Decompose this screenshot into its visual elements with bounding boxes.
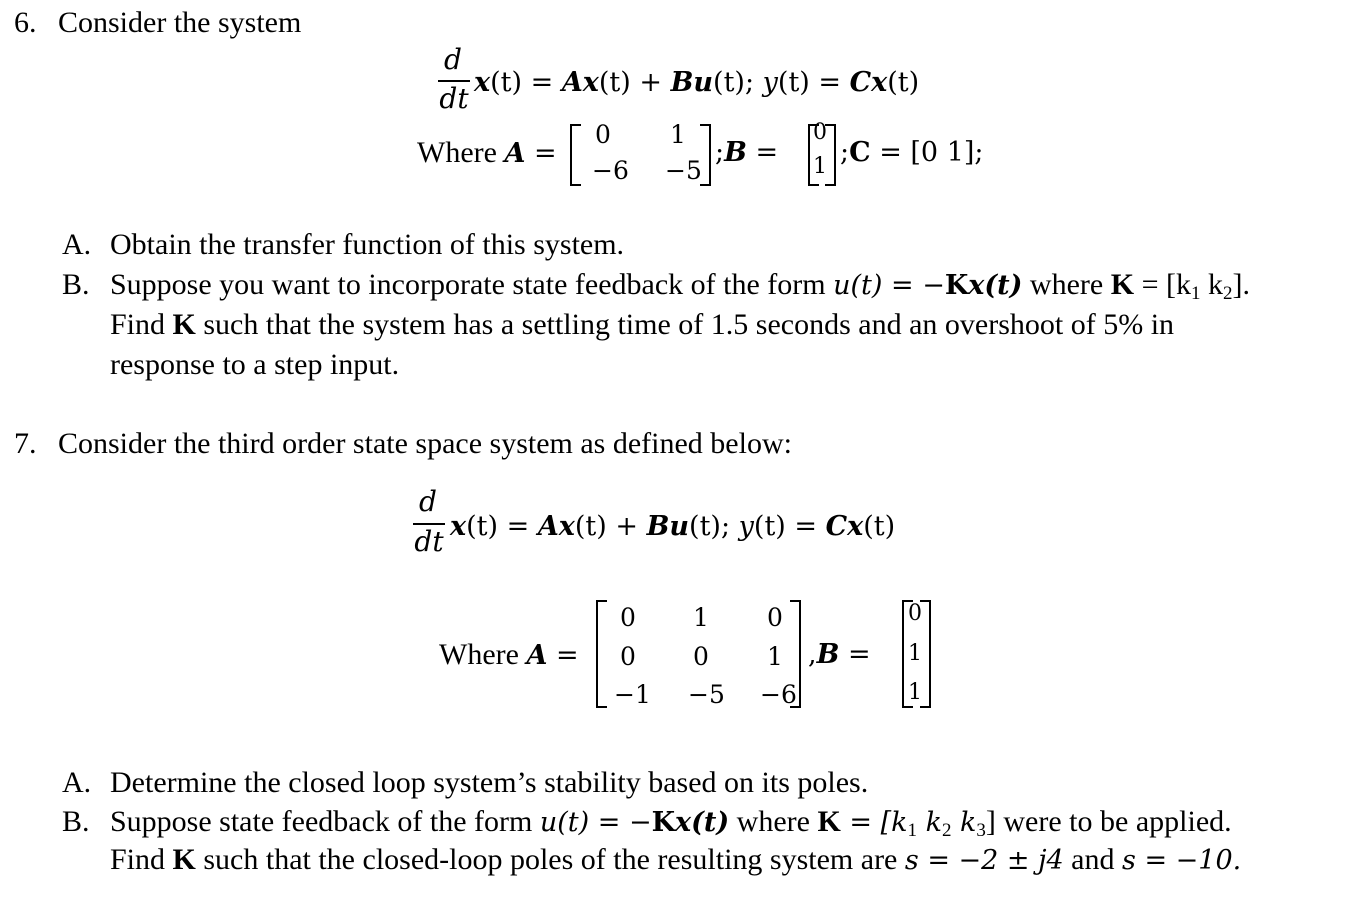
q6-A-cell: −6 [592,156,629,185]
q7-A-cell: 0 [620,642,636,671]
q6-A-cell: 1 [670,120,686,149]
q7-part-b-line2: Find K such that the closed-loop poles of the resulting system are s = −2 ± j4 and s = −10. [110,843,1242,876]
q6-intro: Consider the system [58,6,302,39]
q6-B-label: ;B = [715,137,779,168]
q7-state-equation: x(t) = Ax(t) + Bu(t); y(t) = Cx(t) [450,511,896,542]
q7-A-bracket-left [596,600,607,708]
q6-B-bracket-right [825,124,836,186]
q6-A-cell: 0 [595,120,611,149]
q6-deriv-num: d [444,43,462,76]
q6-where-label: Where A = [417,136,557,169]
q6-A-bracket-right [700,124,711,186]
q7-A-cell: 0 [620,603,636,632]
q7-intro: Consider the third order state space system as defined below: [58,427,792,460]
q6-eq-x: x [474,67,491,98]
q7-part-a: A. Determine the closed loop system’s stability based on its poles. [62,766,869,799]
q6-heading [14,6,301,40]
q7-deriv-den: dt [414,525,444,558]
q7-B-cell: 0 [908,601,922,626]
q7-A-cell: 0 [767,603,783,632]
q7-A-cell: 1 [767,642,783,671]
q6-part-b-line2: Find K such that the system has a settling time of 1.5 seconds and an overshoot of 5% in [110,308,1175,341]
q6-part-b-line1: B. Suppose you want to incorporate state feedback of the form u(t) = −Kx(t) where $K = [k_1$ $k_2$]. [62,268,1250,304]
q7-B-cell: 1 [908,680,922,705]
q6-C-definition: ;C = [0 1]; [840,137,984,168]
q7-A-cell: 0 [693,642,709,671]
q7-A-bracket-right [790,600,801,708]
q6-deriv-den: dt [439,82,469,115]
q7-where-label: Where A = [439,638,579,671]
q6-number: 6. [14,6,37,39]
q7-A-cell: −6 [760,680,797,709]
q7-heading [14,427,792,461]
q6-part-a: A. Obtain the transfer function of this system. [62,228,625,261]
q7-B-cell: 1 [908,641,922,666]
q7-number: 7. [14,427,37,460]
q7-part-b-line1: B. Suppose state feedback of the form u(t) = −Kx(t) where $K = [k_1$ $k_2$ $k_3$] were to be applied. [62,805,1232,841]
q7-B-label: ,B = [808,639,871,670]
q6-B-cell: 0 [813,120,827,145]
q6-B-cell: 1 [813,154,827,179]
q6-A-bracket-left [570,124,581,186]
q7-deriv-num: d [419,485,437,518]
q7-A-cell: −1 [614,680,651,709]
q7-A-cell: −5 [688,680,725,709]
q6-A-cell: −5 [665,156,702,185]
q6-state-equation: x(t) = Ax(t) + Bu(t); y(t) = Cx(t) [474,67,920,98]
q6-part-b-line3: response to a step input. [110,348,400,381]
q7-A-cell: 1 [693,603,709,632]
q7-B-bracket-right [920,600,931,708]
